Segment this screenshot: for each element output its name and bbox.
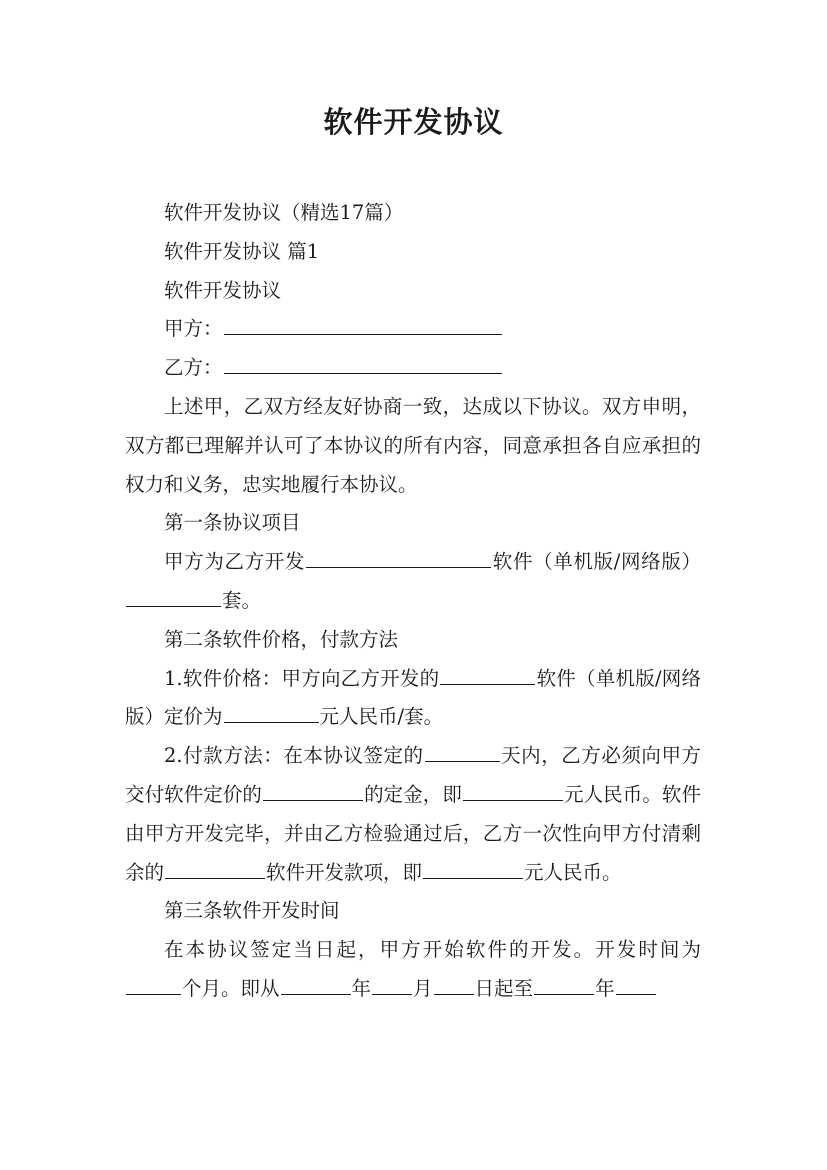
subtitle: 软件开发协议（精选17篇） <box>164 201 404 224</box>
months-blank <box>126 974 181 995</box>
article-2-price <box>125 660 701 738</box>
article-2-heading: 第二条软件价格，付款方法 <box>164 627 399 651</box>
party-a-blank <box>224 315 502 336</box>
days-blank <box>425 742 500 763</box>
party-a-label: 甲方： <box>164 317 223 341</box>
article-2-payment <box>125 737 701 892</box>
payment-text-b: 天内，乙方必须向甲方交付软件定价的 <box>125 744 701 806</box>
price-software-blank <box>440 664 535 685</box>
article-1-heading: 第一条协议项目 <box>164 511 301 535</box>
article-3-text <box>125 931 701 1009</box>
software-name-blank <box>306 548 491 569</box>
start-month-blank <box>372 974 412 995</box>
payment-text-a: 2.付款方法：在本协议签定的 <box>164 744 424 768</box>
schedule-text-e: 日起至 <box>474 976 534 1000</box>
article-1-text-c: 套。 <box>222 588 262 612</box>
party-b-line <box>125 349 701 388</box>
start-year-blank <box>281 974 351 995</box>
remaining-ratio-blank <box>165 858 265 879</box>
schedule-text-f: 年 <box>595 976 615 1000</box>
intro-paragraph: 上述甲，乙双方经友好协商一致，达成以下协议。双方申明，双方都已理解并认可了本协议的所有内容，同意承担各自应承担的权力和义务，忠实地履行本协议。 <box>125 394 701 496</box>
agreement-name: 软件开发协议 <box>164 278 282 302</box>
article-1-text-b: 软件（单机版/网络版） <box>492 550 701 574</box>
party-b-label: 乙方： <box>164 356 223 380</box>
schedule-text-b: 个月。即从 <box>182 976 280 1000</box>
party-b-blank <box>224 354 502 375</box>
end-month-blank <box>616 974 656 995</box>
price-amount-blank <box>224 703 319 724</box>
schedule-text-a: 在本协议签定当日起，甲方开始软件的开发。开发时间为 <box>164 938 701 962</box>
end-year-blank <box>534 974 594 995</box>
document-title: 软件开发协议 <box>323 105 504 139</box>
section-heading: 软件开发协议 篇1 <box>164 239 320 263</box>
payment-text-d: 元人民币。软件由甲方开发完毕，并由乙方检验通过后，乙方一次性向甲方付清剩余的 <box>125 782 701 884</box>
price-text-a: 1.软件价格：甲方向乙方开发的 <box>164 666 440 690</box>
payment-text-c: 的定金，即 <box>364 782 462 806</box>
document-body <box>125 194 701 1009</box>
payment-text-f: 元人民币。 <box>524 860 622 884</box>
deposit-ratio-blank <box>263 780 363 801</box>
schedule-text-c: 年 <box>351 976 372 1000</box>
schedule-text-d: 月 <box>413 976 433 1000</box>
article-1-text <box>125 543 701 621</box>
deposit-amount-blank <box>463 780 563 801</box>
remaining-amount-blank <box>423 858 523 879</box>
article-3-heading: 第三条软件开发时间 <box>164 899 340 923</box>
payment-text-e: 软件开发款项，即 <box>266 860 423 884</box>
article-1-text-a: 甲方为乙方开发 <box>164 550 306 574</box>
price-text-c: 元人民币/套。 <box>319 705 444 729</box>
start-day-blank <box>434 974 474 995</box>
price-text-b: 软件（单机版/网络版）定价为 <box>125 666 701 729</box>
party-a-line <box>125 310 701 349</box>
quantity-blank <box>126 586 221 607</box>
